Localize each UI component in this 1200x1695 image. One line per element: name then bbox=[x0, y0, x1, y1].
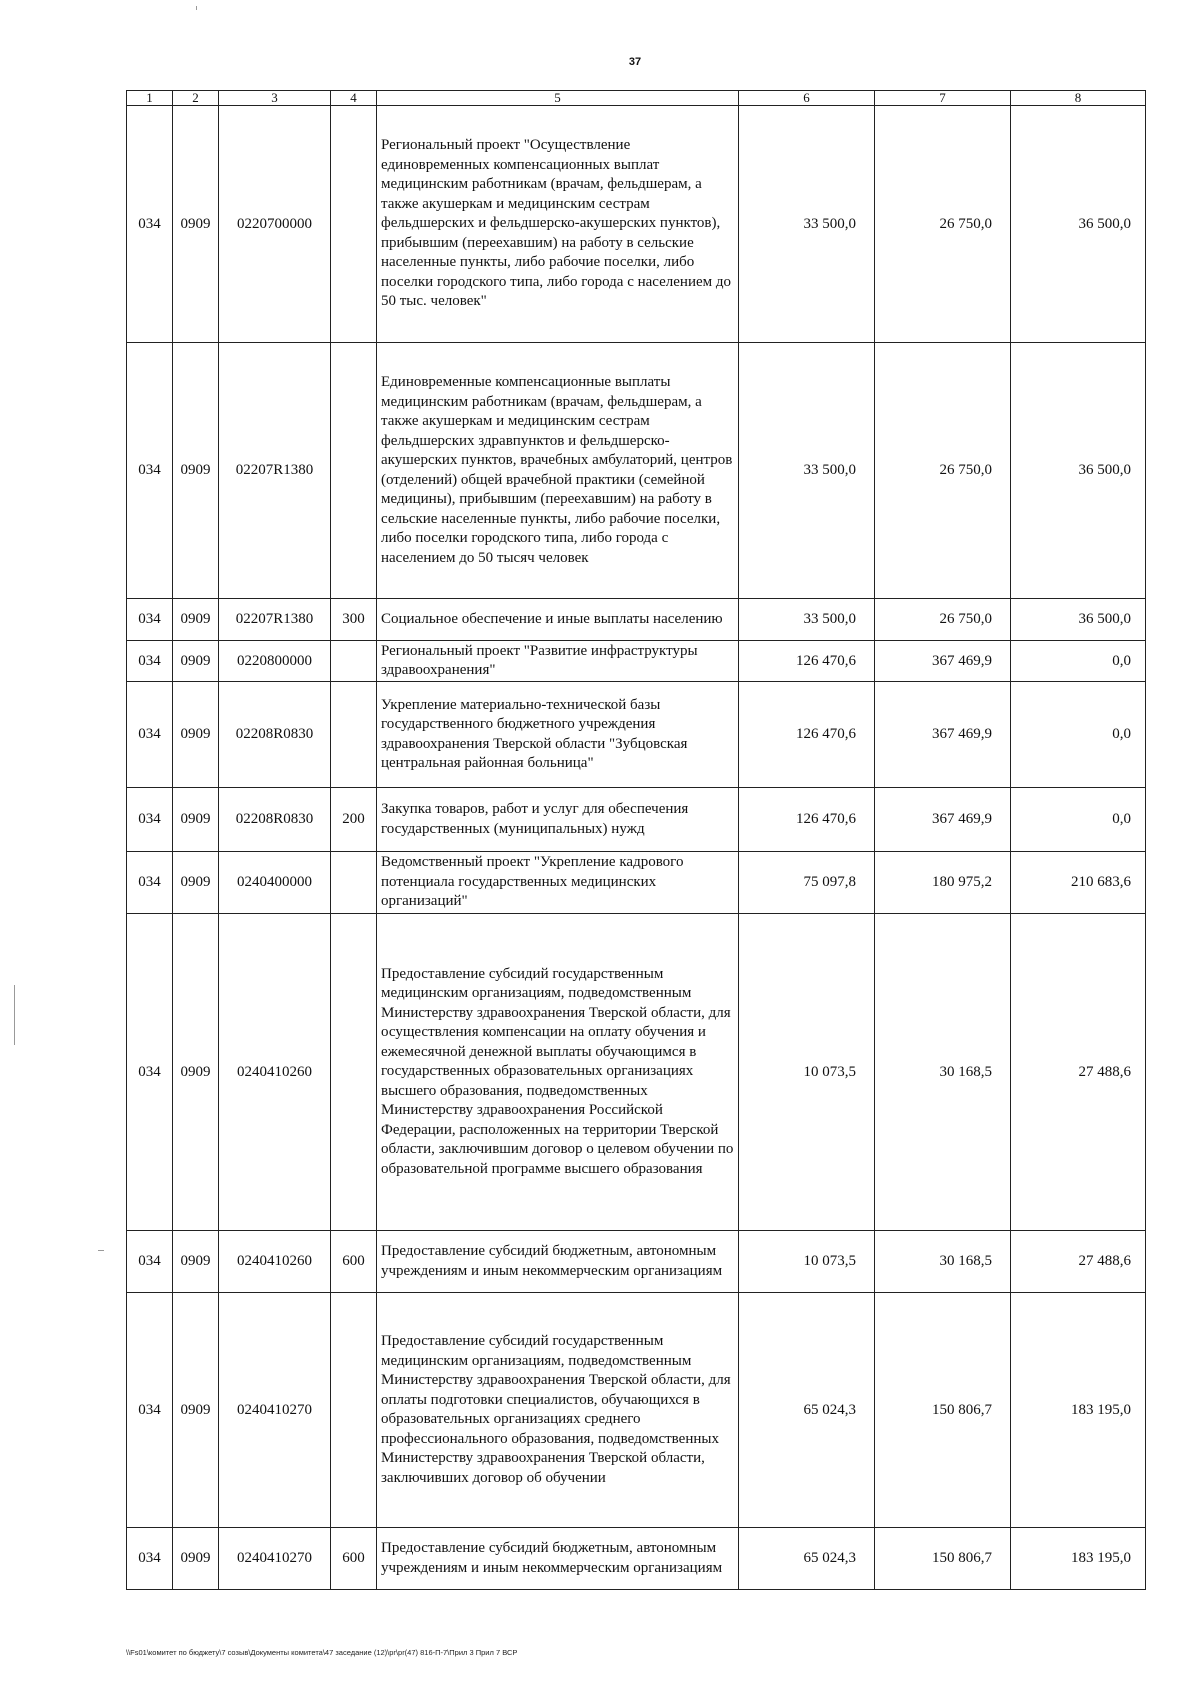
table-row bbox=[127, 1231, 1146, 1293]
section-code: 0909 bbox=[173, 852, 219, 914]
target-article-code: 0220700000 bbox=[219, 106, 331, 343]
amount-col-6: 75 097,8 bbox=[739, 852, 875, 914]
column-number-7: 7 bbox=[875, 91, 1011, 106]
amount-col-7: 30 168,5 bbox=[875, 914, 1011, 1231]
table-row bbox=[127, 641, 1146, 682]
amount-col-6: 33 500,0 bbox=[739, 343, 875, 599]
item-description: Предоставление субсидий бюджетным, автономным учреждениям и иным некоммерческим организациям bbox=[377, 1528, 739, 1590]
amount-col-7: 367 469,9 bbox=[875, 682, 1011, 788]
item-description: Укрепление материально-технической базы государственного бюджетного учреждения здравоохранения Тверской области "Зубцовская центральная районная больница" bbox=[377, 682, 739, 788]
expense-type-code bbox=[331, 641, 377, 682]
ministry-code: 034 bbox=[127, 599, 173, 641]
amount-col-6: 10 073,5 bbox=[739, 914, 875, 1231]
amount-col-6: 126 470,6 bbox=[739, 788, 875, 852]
column-number-1: 1 bbox=[127, 91, 173, 106]
amount-col-8: 0,0 bbox=[1011, 682, 1146, 788]
table-row bbox=[127, 914, 1146, 1231]
target-article-code: 02208R0830 bbox=[219, 788, 331, 852]
column-number-8: 8 bbox=[1011, 91, 1146, 106]
ministry-code: 034 bbox=[127, 1528, 173, 1590]
expense-type-code: 600 bbox=[331, 1231, 377, 1293]
page-number: 37 bbox=[628, 56, 642, 68]
ministry-code: 034 bbox=[127, 343, 173, 599]
ministry-code: 034 bbox=[127, 1231, 173, 1293]
table-row bbox=[127, 682, 1146, 788]
amount-col-7: 150 806,7 bbox=[875, 1528, 1011, 1590]
ministry-code: 034 bbox=[127, 641, 173, 682]
target-article-code: 0220800000 bbox=[219, 641, 331, 682]
item-description: Единовременные компенсационные выплаты медицинским работникам (врачам, фельдшерам, а также акушеркам и медицинским сестрам фельдшерских здравпунктов и фельдшерско-акушерских пунктов, врачебных амбулаторий, центров (отделений) общей врачебной практики (семейной медицины), прибывшим (переехавшим) на работу в сельские населенные пункты, либо рабочие поселки, либо поселки городского типа, либо города с населением до 50 тысяч человек bbox=[377, 343, 739, 599]
amount-col-7: 150 806,7 bbox=[875, 1293, 1011, 1528]
column-number-row bbox=[127, 91, 1146, 106]
expense-type-code: 300 bbox=[331, 599, 377, 641]
table-row bbox=[127, 343, 1146, 599]
target-article-code: 02208R0830 bbox=[219, 682, 331, 788]
amount-col-8: 183 195,0 bbox=[1011, 1293, 1146, 1528]
table-row bbox=[127, 1293, 1146, 1528]
expense-type-code: 600 bbox=[331, 1528, 377, 1590]
item-description: Социальное обеспечение и иные выплаты населению bbox=[377, 599, 739, 641]
target-article-code: 0240410270 bbox=[219, 1528, 331, 1590]
ministry-code: 034 bbox=[127, 106, 173, 343]
target-article-code: 02207R1380 bbox=[219, 343, 331, 599]
target-article-code: 0240410270 bbox=[219, 1293, 331, 1528]
section-code: 0909 bbox=[173, 682, 219, 788]
column-number-2: 2 bbox=[173, 91, 219, 106]
amount-col-8: 27 488,6 bbox=[1011, 1231, 1146, 1293]
table-row bbox=[127, 788, 1146, 852]
item-description: Региональный проект "Осуществление единовременных компенсационных выплат медицинским работникам (врачам, фельдшерам, а также акушеркам и медицинским сестрам фельдшерских и фельдшерско-акушерских пунктов), прибывшим (переехавшим) на работу в сельские населенные пункты, либо рабочие поселки, либо поселки городского типа, либо города с населением до 50 тыс. человек" bbox=[377, 106, 739, 343]
item-description: Предоставление субсидий бюджетным, автономным учреждениям и иным некоммерческим организациям bbox=[377, 1231, 739, 1293]
amount-col-7: 26 750,0 bbox=[875, 343, 1011, 599]
column-number-6: 6 bbox=[739, 91, 875, 106]
expense-type-code bbox=[331, 914, 377, 1231]
ministry-code: 034 bbox=[127, 1293, 173, 1528]
ministry-code: 034 bbox=[127, 788, 173, 852]
amount-col-7: 180 975,2 bbox=[875, 852, 1011, 914]
target-article-code: 0240410260 bbox=[219, 914, 331, 1231]
amount-col-7: 26 750,0 bbox=[875, 106, 1011, 343]
target-article-code: 0240410260 bbox=[219, 1231, 331, 1293]
section-code: 0909 bbox=[173, 641, 219, 682]
amount-col-6: 126 470,6 bbox=[739, 682, 875, 788]
footer-file-path: \\Fs01\комитет по бюджету\7 созыв\Документы комитета\47 заседание (12)\pr\pr(47) 816-П-7\Прил 3 Прил 7 ВСР bbox=[126, 1648, 518, 1657]
ministry-code: 034 bbox=[127, 852, 173, 914]
table-row bbox=[127, 1528, 1146, 1590]
target-article-code: 0240400000 bbox=[219, 852, 331, 914]
item-description: Закупка товаров, работ и услуг для обеспечения государственных (муниципальных) нужд bbox=[377, 788, 739, 852]
section-code: 0909 bbox=[173, 1231, 219, 1293]
amount-col-6: 65 024,3 bbox=[739, 1293, 875, 1528]
amount-col-8: 0,0 bbox=[1011, 788, 1146, 852]
section-code: 0909 bbox=[173, 343, 219, 599]
section-code: 0909 bbox=[173, 914, 219, 1231]
item-description: Предоставление субсидий государственным медицинским организациям, подведомственным Министерству здравоохранения Тверской области, для осуществления компенсации на оплату обучения и ежемесячной денежной выплаты обучающимся в государственных образовательных организациях высшего образования, подведомственных Министерству здравоохранения Российской Федерации, расположенных на территории Тверской области, заключившим договор о целевом обучении по образовательной программе высшего образования bbox=[377, 914, 739, 1231]
amount-col-8: 183 195,0 bbox=[1011, 1528, 1146, 1590]
amount-col-6: 33 500,0 bbox=[739, 599, 875, 641]
amount-col-6: 33 500,0 bbox=[739, 106, 875, 343]
amount-col-8: 0,0 bbox=[1011, 641, 1146, 682]
table-row bbox=[127, 852, 1146, 914]
amount-col-7: 367 469,9 bbox=[875, 641, 1011, 682]
amount-col-8: 36 500,0 bbox=[1011, 343, 1146, 599]
amount-col-8: 210 683,6 bbox=[1011, 852, 1146, 914]
amount-col-7: 367 469,9 bbox=[875, 788, 1011, 852]
amount-col-8: 36 500,0 bbox=[1011, 106, 1146, 343]
item-description: Ведомственный проект "Укрепление кадрового потенциала государственных медицинских организаций" bbox=[377, 852, 739, 914]
ministry-code: 034 bbox=[127, 682, 173, 788]
table-row bbox=[127, 106, 1146, 343]
table-row bbox=[127, 599, 1146, 641]
amount-col-7: 26 750,0 bbox=[875, 599, 1011, 641]
expense-type-code bbox=[331, 682, 377, 788]
column-number-4: 4 bbox=[331, 91, 377, 106]
amount-col-8: 36 500,0 bbox=[1011, 599, 1146, 641]
section-code: 0909 bbox=[173, 599, 219, 641]
amount-col-6: 65 024,3 bbox=[739, 1528, 875, 1590]
column-number-5: 5 bbox=[377, 91, 739, 106]
section-code: 0909 bbox=[173, 788, 219, 852]
item-description: Предоставление субсидий государственным медицинским организациям, подведомственным Министерству здравоохранения Тверской области, для оплаты подготовки специалистов, обучающихся в образовательных организациях среднего профессионального образования, подведомственных Министерству здравоохранения Тверской области, заключивших договор об обучении bbox=[377, 1293, 739, 1528]
amount-col-8: 27 488,6 bbox=[1011, 914, 1146, 1231]
amount-col-6: 126 470,6 bbox=[739, 641, 875, 682]
expense-type-code bbox=[331, 1293, 377, 1528]
amount-col-6: 10 073,5 bbox=[739, 1231, 875, 1293]
section-code: 0909 bbox=[173, 1293, 219, 1528]
section-code: 0909 bbox=[173, 1528, 219, 1590]
expense-type-code: 200 bbox=[331, 788, 377, 852]
expense-type-code bbox=[331, 852, 377, 914]
amount-col-7: 30 168,5 bbox=[875, 1231, 1011, 1293]
expense-type-code bbox=[331, 343, 377, 599]
column-number-3: 3 bbox=[219, 91, 331, 106]
ministry-code: 034 bbox=[127, 914, 173, 1231]
item-description: Региональный проект "Развитие инфраструктуры здравоохранения" bbox=[377, 641, 739, 682]
target-article-code: 02207R1380 bbox=[219, 599, 331, 641]
expense-type-code bbox=[331, 106, 377, 343]
budget-table bbox=[126, 90, 1146, 1590]
section-code: 0909 bbox=[173, 106, 219, 343]
